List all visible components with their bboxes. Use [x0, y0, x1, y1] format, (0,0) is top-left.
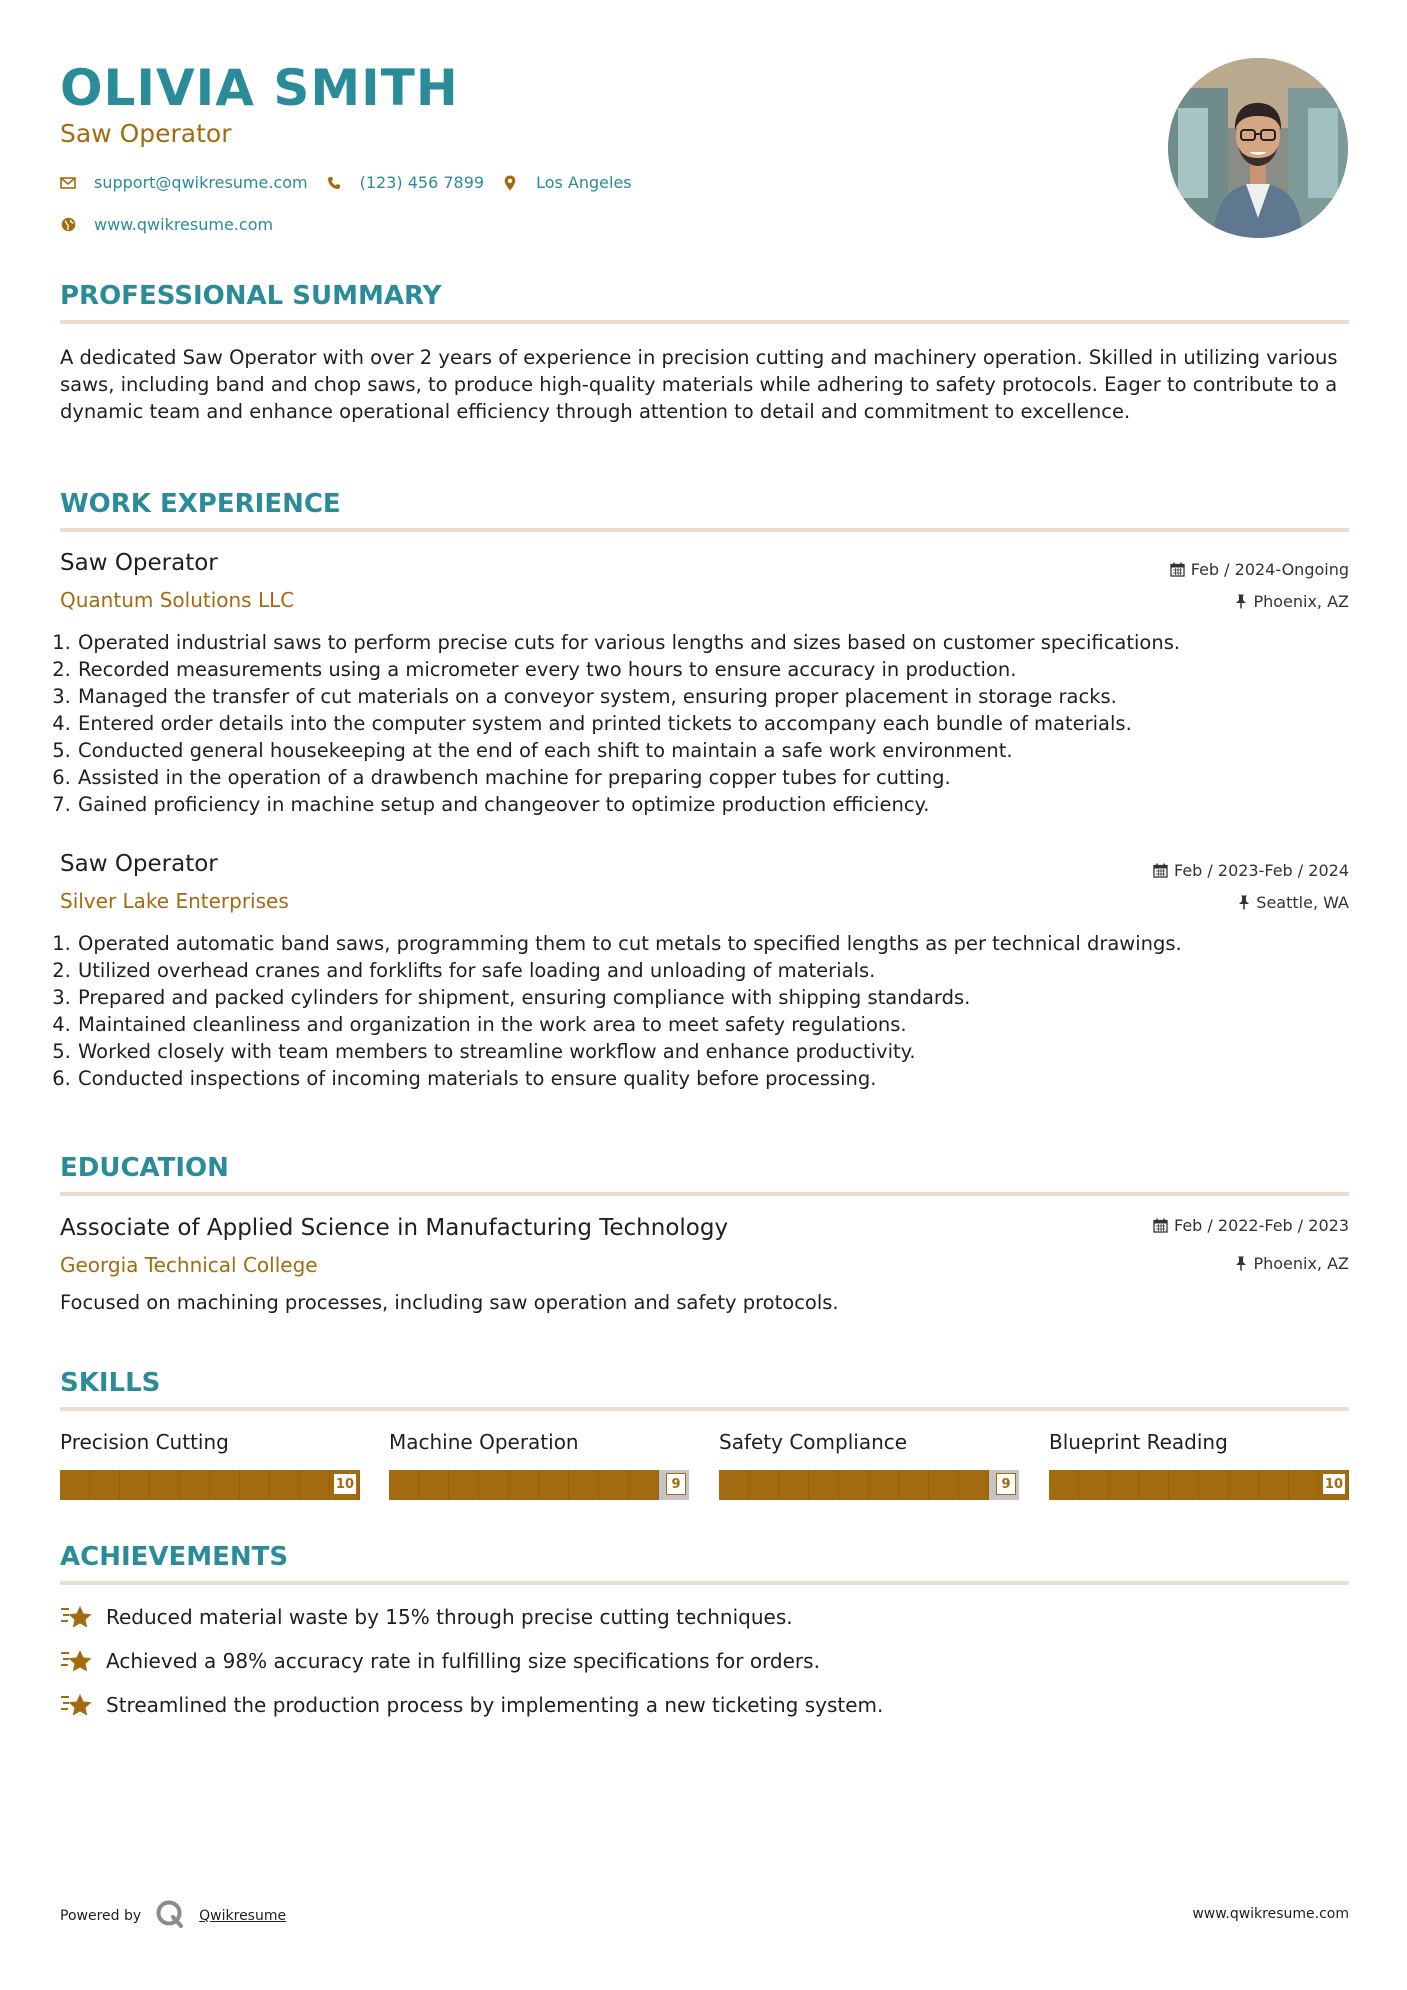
- contact-location: [502, 173, 632, 192]
- qwikresume-link[interactable]: Qwikresume: [199, 1908, 287, 1924]
- list-item: 1. Operated industrial saws to perform precise cuts for various lengths and sizes based on customer specifications.: [77, 629, 1349, 656]
- footer-powered-by: [60, 1899, 286, 1933]
- envelope-icon: [60, 175, 76, 191]
- achievement-item: [60, 1648, 820, 1674]
- globe-icon: [60, 217, 76, 233]
- achievement-item: [60, 1692, 883, 1718]
- school-name: Georgia Technical College: [60, 1253, 318, 1277]
- skill-bar-segment: [90, 1470, 120, 1500]
- skill-bar-segment: [449, 1470, 479, 1500]
- skill-bar-segment: [1289, 1470, 1319, 1500]
- skill-bar-segment: [180, 1470, 210, 1500]
- summary-text: A dedicated Saw Operator with over 2 years of experience in precision cutting and machinery operation. Skilled in utilizing various saws, including band and chop saws, to produce high-quality materials while adhering to safety protocols. Eager to contribute to a dynamic team and enhance operational efficiency through attention to detail and commitment to excellence.: [60, 346, 1338, 423]
- skill-bar-segment: [120, 1470, 150, 1500]
- phone-text: (123) 456 7899: [359, 173, 485, 192]
- star-icon: [60, 1604, 94, 1630]
- section-title-experience: WORK EXPERIENCE: [60, 489, 341, 519]
- skill-bar-segment: [839, 1470, 869, 1500]
- list-item: 3. Prepared and packed cylinders for shipment, ensuring compliance with shipping standards.: [77, 984, 1349, 1011]
- skill-bar-segment: [419, 1470, 449, 1500]
- section-title-summary: PROFESSIONAL SUMMARY: [60, 281, 442, 311]
- skill-item: [719, 1430, 1019, 1500]
- section-title-achievements: ACHIEVEMENTS: [60, 1542, 289, 1572]
- skill-item: [389, 1430, 689, 1500]
- skill-bar-segment: [899, 1470, 929, 1500]
- section-divider: [60, 1581, 1349, 1585]
- job-location-text: Seattle, WA: [1256, 893, 1349, 912]
- website-text: www.qwikresume.com: [94, 215, 274, 234]
- achievement-text: Achieved a 98% accuracy rate in fulfilling size specifications for orders.: [106, 1649, 820, 1673]
- calendar-icon: [1153, 863, 1168, 878]
- skill-bar-segment: [779, 1470, 809, 1500]
- skill-bar-segment: [270, 1470, 300, 1500]
- list-item: 7. Gained proficiency in machine setup and changeover to optimize production efficiency.: [77, 791, 1349, 818]
- skill-bar-segment: [1079, 1470, 1109, 1500]
- qwikresume-logo-icon: [155, 1899, 185, 1933]
- job-duties-list: [60, 930, 1349, 1092]
- job-dates: [1153, 861, 1349, 880]
- job-duties-list: [60, 629, 1349, 818]
- skill-bar-segment: [389, 1470, 419, 1500]
- section-divider: [60, 1407, 1349, 1411]
- job-title: Saw Operator: [60, 851, 218, 877]
- job-location: [1238, 893, 1349, 912]
- list-item: 5. Conducted general housekeeping at the end of each shift to maintain a safe work environment.: [77, 737, 1349, 764]
- calendar-icon: [1153, 1218, 1168, 1233]
- skill-bar-segment: [1259, 1470, 1289, 1500]
- achievement-text: Reduced material waste by 15% through precise cutting techniques.: [106, 1605, 793, 1629]
- list-item: 2. Utilized overhead cranes and forklifts for safe loading and unloading of materials.: [77, 957, 1349, 984]
- skill-bar-segment: [599, 1470, 629, 1500]
- skill-bar-segment: [959, 1470, 989, 1500]
- list-item: 6. Conducted inspections of incoming materials to ensure quality before processing.: [77, 1065, 1349, 1092]
- skill-bar-segment: [300, 1470, 330, 1500]
- contact-email[interactable]: [60, 173, 308, 192]
- candidate-role: Saw Operator: [60, 119, 232, 148]
- skill-bar-segment: [1139, 1470, 1169, 1500]
- skill-name: Precision Cutting: [60, 1430, 229, 1454]
- section-title-education: EDUCATION: [60, 1153, 229, 1183]
- skill-bar-segment: [629, 1470, 659, 1500]
- skill-bar-segment: [1169, 1470, 1199, 1500]
- powered-by-label: Powered by: [60, 1908, 142, 1924]
- skill-level-bar: [1049, 1470, 1349, 1500]
- skill-item: [60, 1430, 360, 1500]
- skill-bar-segment: [240, 1470, 270, 1500]
- education-description: Focused on machining processes, including saw operation and safety protocols.: [60, 1291, 839, 1314]
- star-icon: [60, 1692, 94, 1718]
- skill-score: 9: [666, 1473, 686, 1495]
- skill-bar-segment: [539, 1470, 569, 1500]
- list-item: 4. Entered order details into the computer system and printed tickets to accompany each bundle of materials.: [77, 710, 1349, 737]
- skill-bar-segment: [929, 1470, 959, 1500]
- email-text: support@qwikresume.com: [94, 173, 308, 192]
- skill-bar-segment: [719, 1470, 749, 1500]
- footer-website[interactable]: www.qwikresume.com: [1192, 1906, 1349, 1922]
- skill-score: 10: [1322, 1473, 1346, 1495]
- skill-score: 10: [333, 1473, 357, 1495]
- education-location: [1235, 1254, 1349, 1273]
- skill-name: Machine Operation: [389, 1430, 579, 1454]
- location-text: Los Angeles: [536, 173, 632, 192]
- skill-name: Blueprint Reading: [1049, 1430, 1228, 1454]
- education-dates: [1153, 1216, 1349, 1235]
- skill-item: [1049, 1430, 1349, 1500]
- map-pin-icon: [502, 175, 518, 191]
- education-location-text: Phoenix, AZ: [1253, 1254, 1349, 1273]
- job-title: Saw Operator: [60, 550, 218, 576]
- achievement-text: Streamlined the production process by implementing a new ticketing system.: [106, 1693, 884, 1717]
- list-item: 6. Assisted in the operation of a drawbench machine for preparing copper tubes for cutting.: [77, 764, 1349, 791]
- list-item: 1. Operated automatic band saws, programming them to cut metals to specified lengths as per technical drawings.: [77, 930, 1349, 957]
- section-divider: [60, 1192, 1349, 1196]
- skill-bar-segment: [210, 1470, 240, 1500]
- company-name: Silver Lake Enterprises: [60, 889, 289, 913]
- contact-row: [60, 173, 650, 192]
- profile-photo: [1168, 58, 1348, 238]
- skill-bar-segment: [749, 1470, 779, 1500]
- skill-bar-segment: [479, 1470, 509, 1500]
- skill-level-bar: [719, 1470, 1019, 1500]
- job-dates-text: Feb / 2024-Ongoing: [1190, 560, 1349, 579]
- section-divider: [60, 528, 1349, 532]
- job-location-text: Phoenix, AZ: [1253, 592, 1349, 611]
- skill-bar-segment: [809, 1470, 839, 1500]
- skill-level-bar: [389, 1470, 689, 1500]
- pushpin-icon: [1235, 1256, 1247, 1271]
- skill-bar-segment: [869, 1470, 899, 1500]
- skill-level-bar: [60, 1470, 360, 1500]
- skill-bar-segment: [1049, 1470, 1079, 1500]
- section-divider: [60, 320, 1349, 324]
- phone-icon: [326, 175, 342, 191]
- job-location: [1235, 592, 1349, 611]
- skill-bar-segment: [150, 1470, 180, 1500]
- star-icon: [60, 1648, 94, 1674]
- degree-title: Associate of Applied Science in Manufacturing Technology: [60, 1215, 729, 1241]
- skill-bar-segment: [1109, 1470, 1139, 1500]
- skill-bar-segment: [569, 1470, 599, 1500]
- job-dates-text: Feb / 2023-Feb / 2024: [1174, 861, 1349, 880]
- skill-score: 9: [996, 1473, 1016, 1495]
- list-item: 2. Recorded measurements using a micrometer every two hours to ensure accuracy in production.: [77, 656, 1349, 683]
- pushpin-icon: [1235, 594, 1247, 609]
- skill-bar-segment: [509, 1470, 539, 1500]
- skill-name: Safety Compliance: [719, 1430, 908, 1454]
- skill-bar-segment: [1199, 1470, 1229, 1500]
- calendar-icon: [1170, 562, 1185, 577]
- education-dates-text: Feb / 2022-Feb / 2023: [1174, 1216, 1349, 1235]
- section-title-skills: SKILLS: [60, 1368, 161, 1398]
- job-dates: [1170, 560, 1349, 579]
- candidate-name: OLIVIA SMITH: [60, 59, 459, 117]
- list-item: 3. Managed the transfer of cut materials on a conveyor system, ensuring proper placement in storage racks.: [77, 683, 1349, 710]
- achievement-item: [60, 1604, 793, 1630]
- list-item: 5. Worked closely with team members to streamline workflow and enhance productivity.: [77, 1038, 1349, 1065]
- contact-website[interactable]: [60, 215, 273, 234]
- skill-bar-segment: [60, 1470, 90, 1500]
- pushpin-icon: [1238, 895, 1250, 910]
- skill-bar-segment: [1229, 1470, 1259, 1500]
- contact-phone[interactable]: [326, 173, 484, 192]
- list-item: 4. Maintained cleanliness and organization in the work area to meet safety regulations.: [77, 1011, 1349, 1038]
- company-name: Quantum Solutions LLC: [60, 588, 295, 612]
